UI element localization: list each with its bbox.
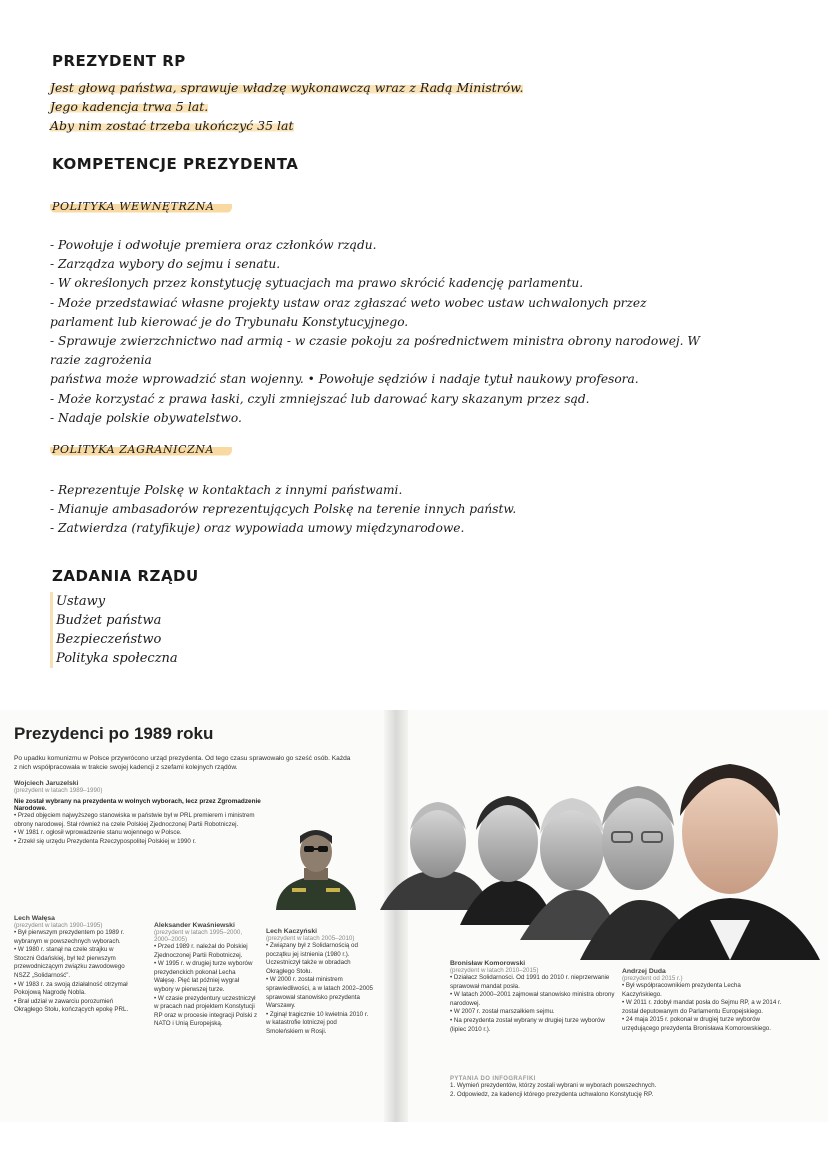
list-item: razie zagrożenia xyxy=(50,353,152,368)
list-item: • W 1983 r. za swoją działalność otrzymał Pokojową Nagrodę Nobla. xyxy=(14,980,128,997)
government-title: ZADANIA RZĄDU xyxy=(52,567,199,585)
competences-title: KOMPETENCJE PREZYDENTA xyxy=(52,155,299,173)
list-item: • Przed objęciem najwyższego stanowiska w państwie był w PRL premierem i ministrem obrony narodowej. Stał również na czele Polskiej Zjednoczonej Partii Robotniczej. xyxy=(14,812,255,828)
duda-section xyxy=(622,968,782,1034)
list-item: • Związany był z Solidarnością od początku jej istnienia (1980 r.). Uczestniczył także w obradach Okrągłego Stołu. xyxy=(266,942,358,975)
textbook-infographic xyxy=(0,710,828,1122)
kwasniewski-term: (prezydent w latach 1995–2000, 2000–2005) xyxy=(154,929,243,943)
list-item: 2. Odpowiedz, za kadencji którego prezydenta uchwalono Konstytucję RP. xyxy=(450,1090,654,1098)
intro-line-2: Jego kadencja trwa 5 lat. xyxy=(50,99,209,114)
list-item: • W 2007 r. został marszałkiem sejmu. xyxy=(450,1008,555,1016)
list-item: • Był pierwszym prezydentem po 1989 r. wybranym w powszechnych wyborach. xyxy=(14,929,125,945)
government-tasks-list xyxy=(50,592,178,668)
list-item: • Zrzekł się urzędu Prezydenta Rzeczypospolitej Polskiej w 1990 r. xyxy=(14,837,197,845)
jaruzelski-note: Nie został wybrany na prezydenta w wolnych wyborach, lecz przez Zgromadzenie Narodowe. xyxy=(14,798,261,812)
foreign-policy-heading: POLITYKA ZAGRANICZNA xyxy=(50,443,232,456)
president-title: PREZYDENT RP xyxy=(52,52,186,70)
jaruzelski-name: Wojciech Jaruzelski xyxy=(14,780,79,787)
kaczynski-section xyxy=(266,928,374,1037)
list-item: • Zginął tragicznie 10 kwietnia 2010 r. w katastrofie lotniczej pod Smoleńskiem w Rosji. xyxy=(266,1010,369,1035)
jaruzelski-term: (prezydent w latach 1989–1990) xyxy=(14,787,103,794)
list-item: - Zatwierdza (ratyfikuje) oraz wypowiada umowy międzynarodowe. xyxy=(50,521,465,536)
list-item: państwa może wprowadzić stan wojenny. • Powołuje sędziów i nadaje tytuł naukowy profesora. xyxy=(50,372,639,387)
list-item: • Działacz Solidarności. Od 1991 do 2010 r. nieprzerwanie sprawował mandat posła. xyxy=(450,974,610,990)
list-item: Ustawy xyxy=(56,594,106,609)
list-item: parlament lub kierować je do Trybunału Konstytucyjnego. xyxy=(50,314,409,329)
walesa-section xyxy=(14,915,132,1015)
list-item: - Nadaje polskie obywatelstwo. xyxy=(50,410,242,425)
komorowski-name: Bronisław Komorowski xyxy=(450,960,526,967)
list-item: - Zarządza wybory do sejmu i senatu. xyxy=(50,257,281,272)
list-item: • W 1981 r. ogłosił wprowadzenie stanu wojennego w Polsce. xyxy=(14,829,182,837)
list-item: Polityka społeczna xyxy=(56,651,178,666)
foreign-policy-list xyxy=(50,481,516,539)
jaruzelski-section xyxy=(14,780,274,846)
komorowski-section xyxy=(450,960,616,1034)
internal-policy-list xyxy=(50,236,700,428)
list-item: • W czasie prezydentury uczestniczył w pracach nad projektem Konstytucji RP oraz w procesie integracji Polski z NATO i Unią Europejską. xyxy=(154,994,258,1028)
kwasniewski-section xyxy=(154,922,258,1029)
list-item: - Sprawuje zwierzchnictwo nad armią - w czasie pokoju za pośrednictwem ministra obrony narodowej. W xyxy=(50,334,700,349)
list-item: • Był współpracownikiem prezydenta Lecha Kaczyńskiego. xyxy=(622,982,741,998)
walesa-name: Lech Wałęsa xyxy=(14,915,55,922)
list-item: - W określonych przez konstytucję sytuacjach ma prawo skrócić kadencję parlamentu. xyxy=(50,276,584,291)
list-item: • Przed 1989 r. należał do Polskiej Zjednoczonej Partii Robotniczej. xyxy=(154,943,248,959)
list-item: Bezpieczeństwo xyxy=(56,632,162,647)
book-intro: Po upadku komunizmu w Polsce przywrócono urząd prezydenta. Od tego czasu sprawowało go sześć osób. Każda z nich współpracowała w trakcie swojej kadencji z szefami kolejnych rządów. xyxy=(14,755,351,771)
list-item: 1. Wymień prezydentów, którzy zostali wybrani w wyborach powszechnych. xyxy=(450,1082,657,1089)
list-item: • 24 maja 2015 r. pokonał w drugiej turze wyborów urzędującego prezydenta Bronisława Komorowskiego. xyxy=(622,1016,771,1032)
intro-line-1: Jest głową państwa, sprawuje władzę wykonawczą wraz z Radą Ministrów. xyxy=(50,80,524,95)
kaczynski-name: Lech Kaczyński xyxy=(266,928,317,935)
list-item: - Powołuje i odwołuje premiera oraz członków rządu. xyxy=(50,238,377,252)
intro-line-3: Aby nim zostać trzeba ukończyć 35 lat xyxy=(50,118,294,133)
list-item: • Na prezydenta został wybrany w drugiej turze wyborów (lipiec 2010 r.). xyxy=(450,1016,605,1033)
kwasniewski-name: Aleksander Kwaśniewski xyxy=(154,922,235,929)
list-item: Budżet państwa xyxy=(56,613,162,628)
questions-heading: PYTANIA DO INFOGRAFIKI xyxy=(450,1076,536,1082)
list-item: • W 1995 r. w drugiej turze wyborów prezydenckich pokonał Lecha Wałęsę. Pięć lat później wygrał wybory w pierwszej turze. xyxy=(154,960,253,993)
list-item: • W 1980 r. stanął na czele strajku w Stoczni Gdańskiej, był też pierwszym przewodniczącym związku zawodowego NSZZ „Solidarność”. xyxy=(14,946,125,979)
list-item: • W 2000 r. został ministrem sprawiedliwości, a w latach 2002–2005 sprawował stanowisko prezydenta Warszawy. xyxy=(266,976,373,1010)
kaczynski-term: (prezydent w latach 2005–2010) xyxy=(266,935,355,942)
walesa-term: (prezydent w latach 1990–1995) xyxy=(14,922,103,929)
komorowski-term: (prezydent w latach 2010–2015) xyxy=(450,967,539,974)
list-item: • W latach 2000–2001 zajmował stanowisko ministra obrony narodowej. xyxy=(450,991,615,1007)
list-item: - Reprezentuje Polskę w kontaktach z innymi państwami. xyxy=(50,483,403,497)
jaruzelski-portrait xyxy=(268,822,364,910)
infographic-questions xyxy=(450,1076,780,1099)
president-intro xyxy=(50,78,523,135)
duda-term: (prezydent od 2015 r.) xyxy=(622,975,683,982)
list-item: • Brał udział w zawarciu porozumień Okrągłego Stołu, kończących epokę PRL. xyxy=(14,997,129,1014)
internal-policy-heading: POLITYKA WEWNĘTRZNA xyxy=(50,200,232,213)
duda-name: Andrzej Duda xyxy=(622,968,666,975)
book-title: Prezydenci po 1989 roku xyxy=(14,724,214,743)
list-item: - Może przedstawiać własne projekty ustaw oraz zgłaszać weto wobec ustaw uchwalonych przez xyxy=(50,295,647,310)
list-item: - Mianuje ambasadorów reprezentujących Polskę na terenie innych państw. xyxy=(50,502,517,517)
list-item: • W 2011 r. zdobył mandat posła do Sejmu RP, a w 2014 r. został deputowanym do Parlamentu Europejskiego. xyxy=(622,999,782,1015)
presidents-portraits xyxy=(380,730,828,960)
list-item: - Może korzystać z prawa łaski, czyli zmniejszać lub darować kary skazanym przez sąd. xyxy=(50,391,590,406)
